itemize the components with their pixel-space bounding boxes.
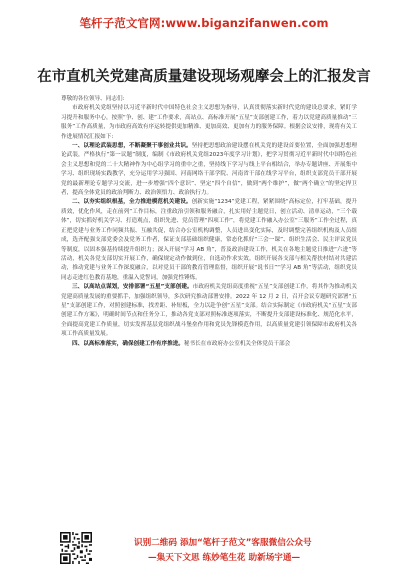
section-3-body: 市政府机关党组高度重视“五星”支部创建工作，将其作为推动机关党建高质量发展的重要抓手，加强组织领导，多次研究推动部署安排。2022 年 12 月 2 日，召开会议专题研究部署“五星”支部创建工作，对照创建标准，找差距、补短板，全力以赴争创“五星”支部。结合实际制定《市政府机关“五星”支部创建工作方案》，明确时间节点和任务分工，推动各党支部对照标准逐项落实，不断提升支部建设标准化、规范化水平，全面提高党建工作质量，切实发挥基层党组织战斗堡垒作用和党员先锋模范作用，以高质量党建引领保障市政府机关各项工作高质量发展。: [61, 284, 357, 338]
footer-wechat-prompt: 识别二维码 添加“笔杆子范文”客服微信公众号: [134, 538, 312, 548]
section-4-heading: 四、以高标准落实，确保创建工作有序推进。: [72, 340, 184, 347]
section-3-heading: 三、以高站点谋划，安排部署“五星”支部创建。: [72, 284, 193, 291]
qr-code-icon[interactable]: [60, 532, 92, 564]
section-4-body: 秘书长在市政府办公室机关全体党员干部会: [183, 340, 291, 347]
section-4-paragraph: [61, 340, 357, 349]
section-1-paragraph: [61, 142, 357, 198]
document-body: [61, 95, 357, 349]
section-1-body: 坚持把思想政治建设摆在机关党的建设首要位置，全面加强思想理论武装，严格执行“第一议题”制度，编制《市政府机关党组2023年度学习计划》，把学习贯彻习近平新时代中国特色社会主义思想和党的二十大精神作为中心组学习的重中之重，坚持线下学习与线上平台相结合，举办专题讲座、开展集中学习、组织现场实践教学，充分运用学习强国、河南网络干部学院、河南省干部在线学习平台，组织支部党员干部开展党的最新理论专题学习交流，进一步增强“四个意识”、坚定“四个自信”，做到“两个维护”，做“两个确立”的坚定捍卫者，提高全体党员的政治判断力、政治领悟力、政治执行力。: [61, 143, 357, 197]
section-1-heading: 一、以理论武装思想，不断凝聚干事创业共识。: [72, 143, 192, 150]
footer-slogan: —集天下文思 练妙笔生花 助新场宇通—: [148, 553, 301, 563]
section-2-paragraph: [61, 198, 357, 283]
document-title: 在市直机关党建高质量建设现场观摩会上的汇报发言: [37, 69, 371, 85]
footer-banner: [60, 530, 360, 570]
section-3-paragraph: [61, 283, 357, 339]
salutation: 尊敬的各位领导、同志们:: [61, 96, 125, 102]
site-banner[interactable]: 笔杆子范文官网:www.biganzifanwen.com: [79, 16, 329, 30]
section-2-body: 创新实施“1234”党建工程，紧紧围绕“高标定位，打牢基础，提升质效，优化作风，走在前列”工作目标，注重政治引领和服务融合，扎实用好主题党日，创立活动、清单运动，“三个载体”，切实抓好机关学习、打造观点，组织先进、党员管理“四项工作”，将党建工作融入办公室“三服务”工作全过程，真正把党建与业务工作同频共振、互融共促，结合办公室机构调整，人员进出变化实际，及时调整完善组织机构及人员组成，选齐配强支部党委会及党务工作者，保证支部基础组织健康，常态化抓好“三会一课”、组织生活会、民主评议党员等制度，以固本强基持续提升组织力；深入开展“学习 AB 角”，普及政治建设工作，机关在各地主题党日推进“六进”等活动，机关各党支部切实开展工作，确保规定动作做到位，自选动作求实效。组织开展各支部与相关帮扶村结对共建活动，推动党建与业务工作深度融合，以对党员干部的教育管理监督，组织开展“说书日”“学习 AB 角”等活动，组织党员同志走进红色教育基地，重温入党誓词，加强党性锤炼。: [61, 199, 357, 281]
intro-paragraph: 市政府机关党组坚持以习近平新时代中国特色社会主义思想为指导，认真贯彻落实新时代党的建设总要求，紧盯学习提升和服务中心，按照“争、创、建”工作要求，高站点、高标准开展“五星”支部创建工作，着力以党建高质量推动“三服务”工作高质量，为市政府高效有序运转提供更加精准、更加高效、更加有力的服务保障。根据会议安排，现将有关工作进展情况汇报如下:: [61, 105, 357, 140]
section-2-heading: 二、以夯实组织根基，全力推进模范机关建设。: [72, 199, 192, 206]
